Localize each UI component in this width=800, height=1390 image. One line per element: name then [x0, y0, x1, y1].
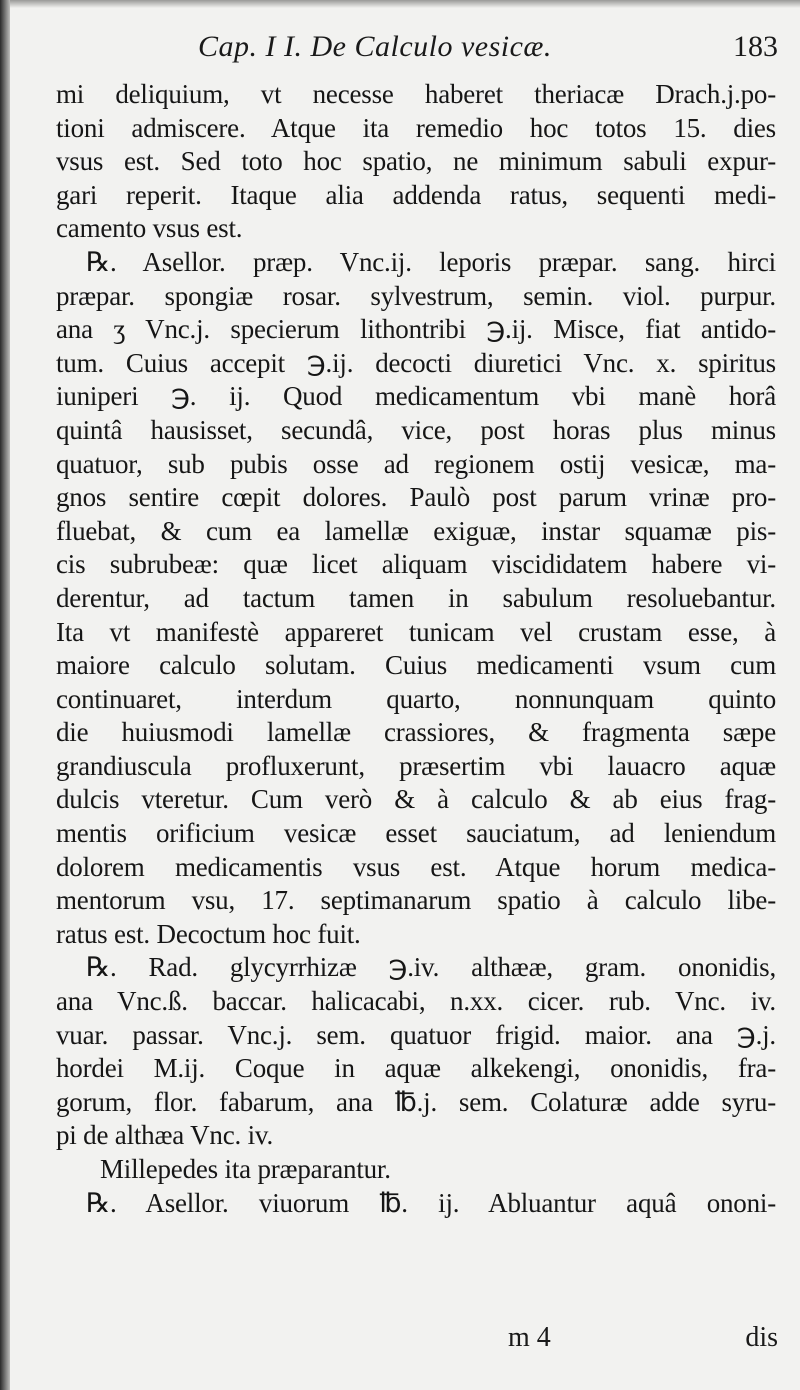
text-line: vsus est. Sed toto hoc spatio, ne minimum sabuli expur-: [56, 146, 776, 177]
text-line: maiore calculo solutam. Cuius medicamenti vsum cum: [56, 650, 776, 681]
catchword: dis: [745, 1322, 778, 1353]
recipe-line: ℞. Asellor. viuorum ℔. ij. Abluantur aquâ ononi-: [86, 1187, 776, 1218]
text-line: mi deliquium, vt necesse haberet theriacæ Drach.j.po-: [56, 79, 776, 109]
text-line: gorum, flor. fabarum, ana ℔.j. sem. Colaturæ adde syru-: [56, 1086, 776, 1117]
text-line: hordei M.ij. Coque in aquæ alkekengi, ononidis, fra-: [56, 1053, 776, 1084]
page-footer: [0, 1322, 800, 1362]
text-line: gari reperit. Itaque alia addenda ratus, sequenti medi-: [56, 179, 776, 210]
text-line: præpar. spongiæ rosar. sylvestrum, semin. viol. purpur.: [56, 280, 776, 311]
page-number: 183: [733, 30, 778, 63]
text-line: iuniperi ℈. ij. Quod medicamentum vbi manè horâ: [56, 381, 776, 412]
text-line: die huiusmodi lamellæ crassiores, & fragmenta sæpe: [56, 717, 776, 748]
text-line: Ita vt manifestè appareret tunicam vel crustam esse, à: [56, 616, 776, 647]
text-line: pi de althæa Vnc. iv.: [56, 1120, 274, 1151]
text-line: quintâ hausisset, secundâ, vice, post horas plus minus: [56, 414, 776, 445]
text-line: tioni admiscere. Atque ita remedio hoc totos 15. dies: [56, 112, 776, 143]
text-line: derentur, ad tactum tamen in sabulum resoluebantur.: [56, 582, 776, 613]
text-line: cis subrubeæ: quæ licet aliquam viscididatem habere vi-: [56, 549, 776, 580]
text-line: dulcis vteretur. Cum verò & à calculo & ab eius frag-: [56, 784, 776, 815]
text-line: grandiuscula profluxerunt, præsertim vbi lauacro aquæ: [56, 750, 776, 781]
text-line: ana ʒ Vnc.j. specierum lithontribi ℈.ij. Misce, fiat antido-: [56, 314, 776, 345]
text-line: continuaret, interdum quarto, nonnunquam quinto: [56, 683, 776, 714]
text-line: vuar. passar. Vnc.j. sem. quatuor frigid. maior. ana ℈.j.: [56, 1019, 776, 1050]
running-head: [0, 30, 800, 74]
text-line: quatuor, sub pubis osse ad regionem ostij vesicæ, ma-: [56, 448, 776, 479]
text-line: dolorem medicamentis vsus est. Atque horum medica-: [56, 851, 776, 882]
text-line: gnos sentire cœpit dolores. Paulò post parum vrinæ pro-: [56, 482, 776, 513]
page-gutter-shadow: [0, 0, 10, 1390]
text-line: camento vsus est.: [56, 213, 243, 244]
signature-mark: m 4: [508, 1322, 551, 1353]
recipe-line: ℞. Rad. glycyrrhizæ ℈.iv. althææ, gram. ononidis,: [86, 952, 776, 983]
text-line: ana Vnc.ß. baccar. halicacabi, n.xx. cicer. rub. Vnc. iv.: [56, 986, 776, 1017]
text-line: ratus est. Decoctum hoc fuit.: [56, 918, 361, 949]
text-line: fluebat, & cum ea lamellæ exiguæ, instar squamæ pis-: [56, 515, 776, 546]
recipe-line: ℞. Asellor. præp. Vnc.ij. leporis præpar. sang. hirci: [86, 246, 776, 277]
section-heading: Millepedes ita præparantur.: [100, 1154, 391, 1184]
text-line: mentorum vsu, 17. septimanarum spatio à calculo libe-: [56, 885, 776, 916]
body-text: [56, 78, 776, 1220]
text-line: tum. Cuius accepit ℈.ij. decocti diuretici Vnc. x. spiritus: [56, 347, 776, 378]
page-top-shadow: [0, 0, 800, 8]
text-line: mentis orificium vesicæ esset sauciatum, ad leniendum: [56, 818, 776, 849]
running-head-title: Cap. I I. De Calculo vesicæ.: [198, 30, 552, 63]
